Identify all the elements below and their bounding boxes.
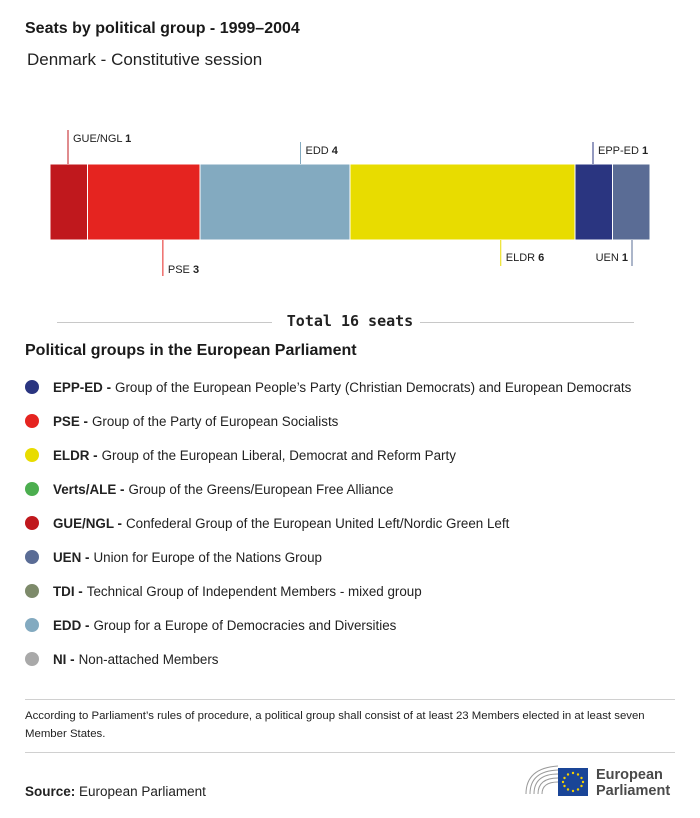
logo-text-line1: European: [596, 767, 663, 783]
legend-color-dot: [25, 584, 39, 598]
bar-segment-edd: [200, 164, 350, 240]
legend-code: ELDR -: [53, 447, 98, 463]
legend-description: Group of the European Liberal, Democrat and Reform Party: [101, 447, 456, 463]
chart-subtitle: Denmark - Constitutive session: [27, 50, 263, 69]
segment-label-code: UEN: [595, 252, 622, 264]
segment-label-seats: 1: [621, 252, 628, 264]
legend-description: Group of the Party of European Socialists: [91, 413, 339, 429]
segment-label-seats: 6: [538, 252, 545, 264]
segment-label-code: EDD: [305, 145, 332, 157]
legend-code: PSE -: [53, 413, 88, 429]
legend: [25, 370, 685, 676]
legend-color-dot: [25, 550, 39, 564]
legend-color-dot: [25, 380, 39, 394]
segment-label-code: EPP-ED: [598, 145, 643, 157]
segment-label-seats: 3: [192, 264, 200, 276]
legend-description: Group for a Europe of Democracies and Diversities: [93, 617, 397, 633]
legend-color-dot: [25, 652, 39, 666]
total-seats-label: Total 16 seats: [286, 312, 414, 330]
legend-code: UEN -: [53, 549, 90, 565]
legend-item: [25, 404, 685, 438]
legend-code: TDI -: [53, 583, 83, 599]
legend-item: [25, 506, 685, 540]
legend-item: [25, 370, 685, 404]
segment-label: [598, 145, 648, 157]
segment-label: [73, 133, 131, 145]
segment-label-code: ELDR: [505, 252, 539, 264]
source-value: European Parliament: [79, 784, 206, 799]
legend-description: Group of the European People’s Party (Christian Democrats) and European Democrats: [115, 379, 632, 395]
segment-label: [506, 252, 545, 264]
segment-label-code: PSE: [167, 264, 193, 276]
legend-item: [25, 642, 685, 676]
legend-code: GUE/NGL -: [53, 515, 122, 531]
bar-segment-pse: [88, 164, 201, 240]
segment-label: [168, 264, 199, 276]
segment-label: [596, 252, 628, 264]
legend-color-dot: [25, 482, 39, 496]
legend-description: Union for Europe of the Nations Group: [93, 549, 322, 565]
legend-description: Technical Group of Independent Members - mixed group: [86, 583, 422, 599]
bar-segment-eldr: [350, 164, 575, 240]
legend-description: Non-attached Members: [78, 651, 219, 667]
segment-label: [306, 145, 339, 157]
chart-title: Seats by political group - 1999–2004: [25, 20, 300, 37]
footnote: According to Parliament’s rules of procedure, a political group shall consist of at least 23 Members elected in at least seven Member States.: [25, 710, 645, 740]
bar-segment-epp-ed: [575, 164, 613, 240]
bar-segment-gue-ngl: [50, 164, 88, 240]
legend-color-dot: [25, 414, 39, 428]
legend-code: EPP-ED -: [53, 379, 112, 395]
logo-text-line2: Parliament: [596, 783, 671, 799]
legend-color-dot: [25, 516, 39, 530]
segment-label-code: GUE/NGL: [73, 133, 126, 145]
divider-top: [25, 699, 675, 700]
bar-segment-uen: [613, 164, 651, 240]
legend-code: Verts/ALE -: [53, 481, 125, 497]
segment-label-seats: 1: [642, 145, 649, 157]
source-label: Source:: [25, 784, 76, 799]
logo-text: [596, 767, 670, 799]
segment-label-seats: 4: [331, 145, 338, 157]
source-line: [25, 784, 206, 799]
legend-item: [25, 438, 685, 472]
segment-label-seats: 1: [125, 133, 132, 145]
legend-item: [25, 574, 685, 608]
legend-code: EDD -: [53, 617, 90, 633]
legend-item: [25, 472, 685, 506]
legend-code: NI -: [53, 651, 75, 667]
legend-description: Group of the Greens/European Free Alliance: [128, 481, 394, 497]
legend-item: [25, 608, 685, 642]
divider-bottom: [25, 752, 675, 753]
legend-description: Confederal Group of the European United Left/Nordic Green Left: [125, 515, 510, 531]
legend-color-dot: [25, 448, 39, 462]
seats-bar-chart: [0, 120, 700, 290]
legend-title: Political groups in the European Parliament: [25, 342, 357, 359]
legend-item: [25, 540, 685, 574]
legend-color-dot: [25, 618, 39, 632]
